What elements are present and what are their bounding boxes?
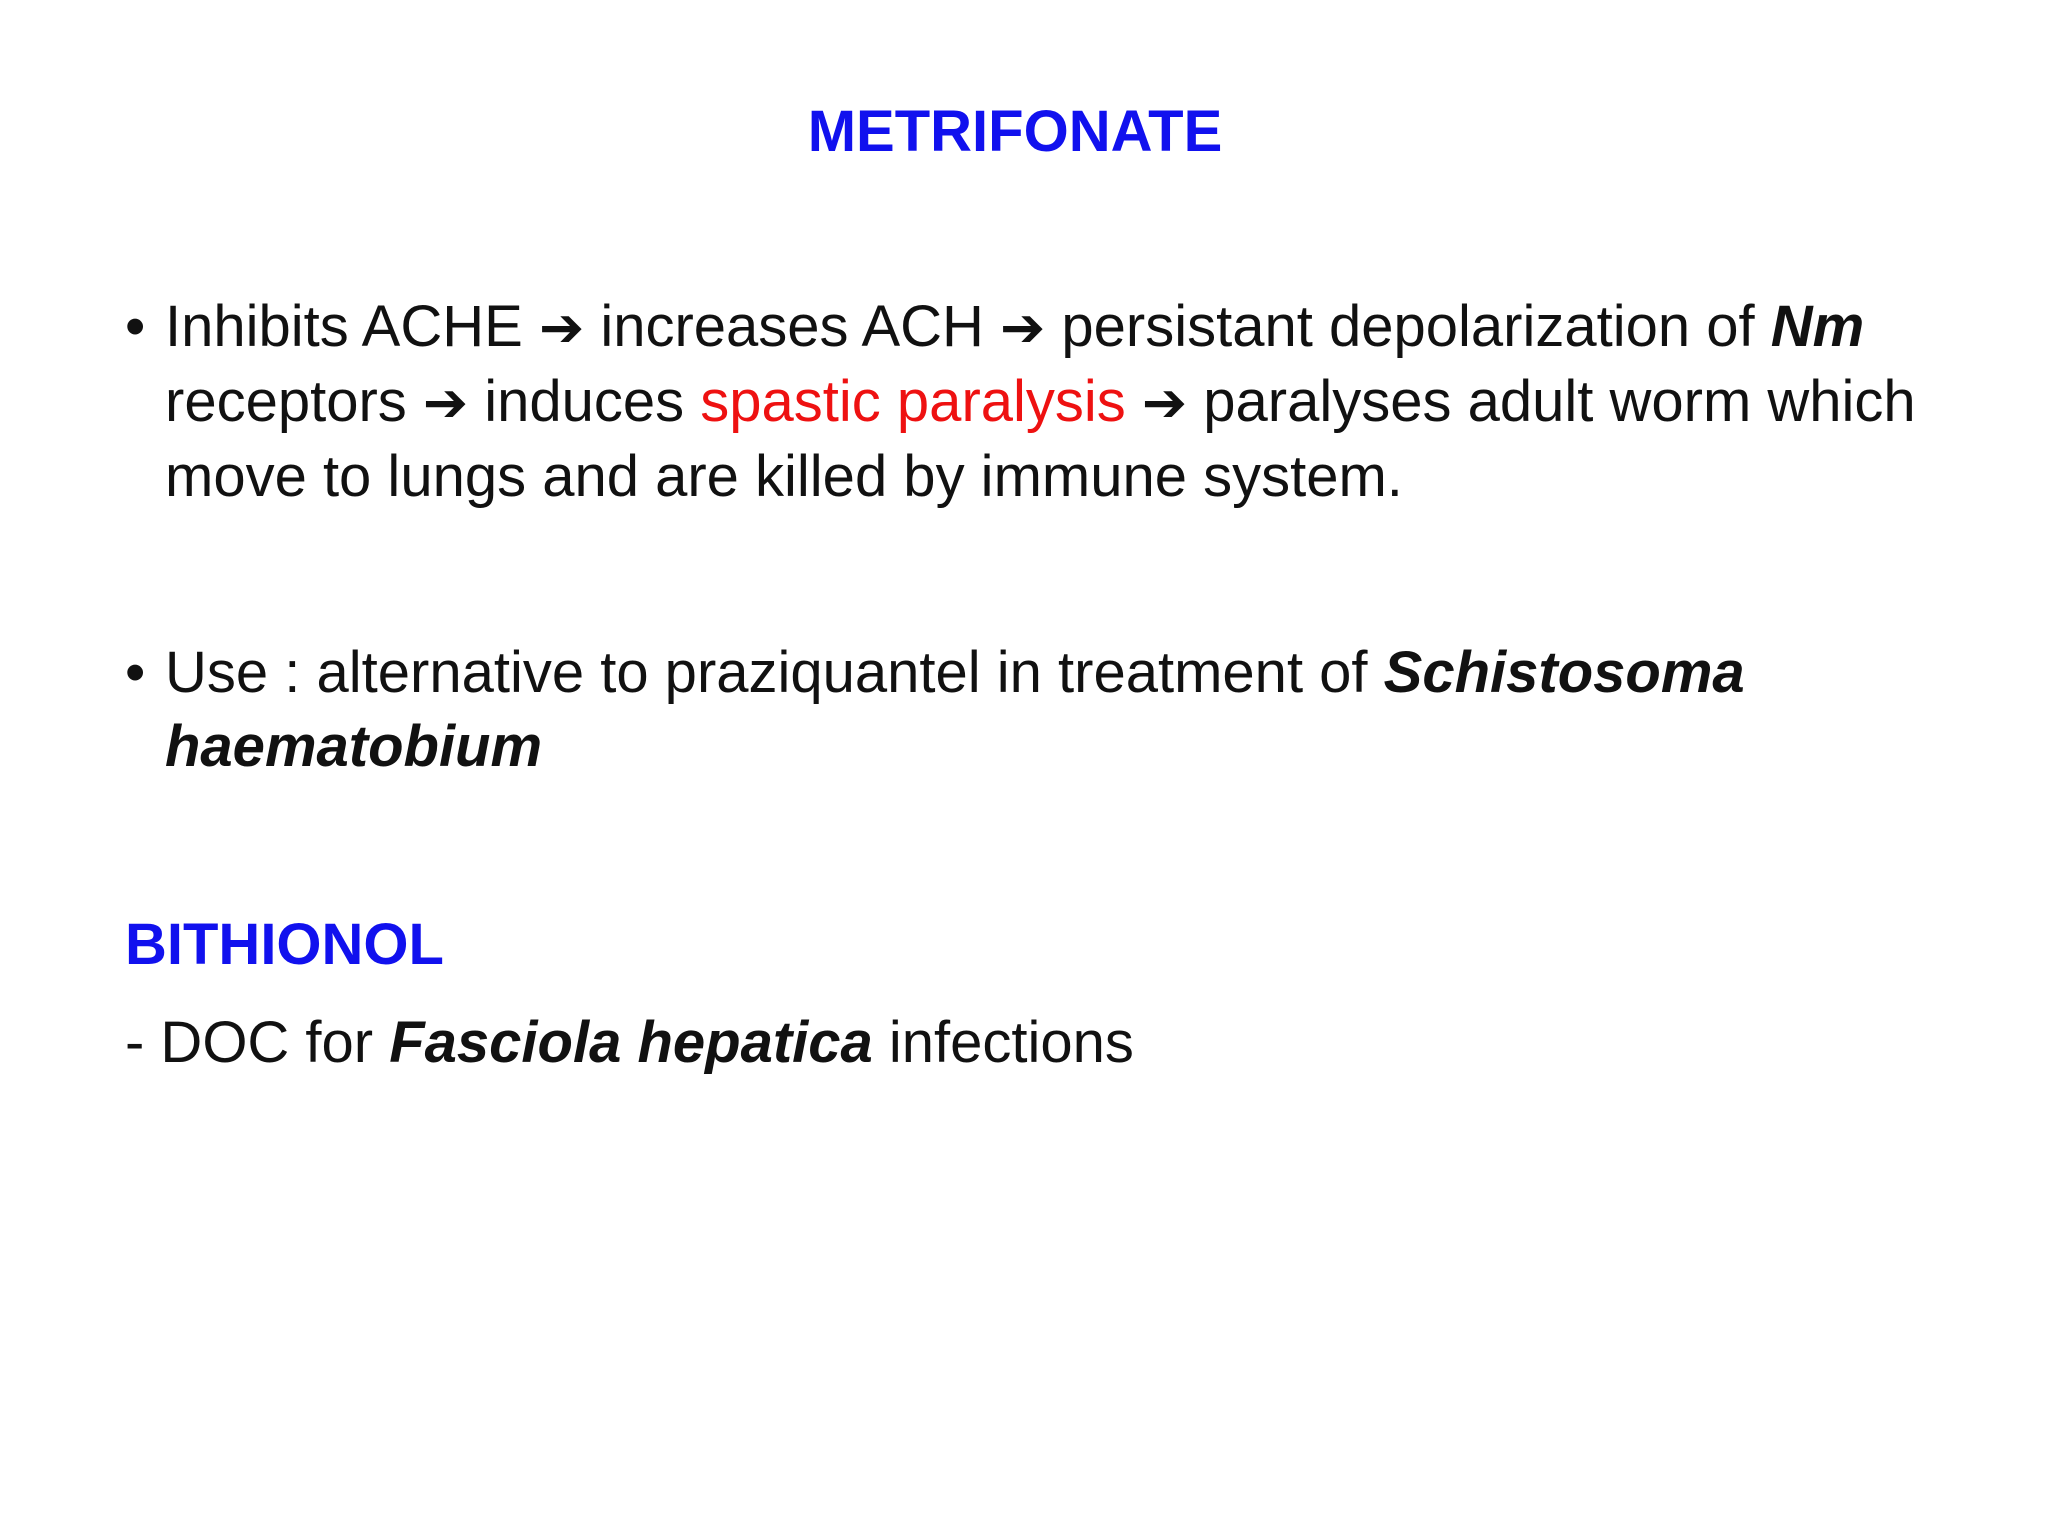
arrow-right-icon: ➔	[1141, 371, 1188, 434]
mechanism-text-3: persistant depolarization of	[1045, 294, 1771, 359]
slide-title: METRIFONATE	[807, 99, 1223, 164]
doc-prefix: - DOC for	[125, 1010, 390, 1075]
species-schistosoma: Schistosoma haematobium	[165, 640, 1745, 779]
mechanism-text-4: receptors	[165, 369, 423, 434]
mechanism-text-5: induces	[468, 369, 701, 434]
bullet-mechanism	[125, 290, 1945, 514]
doc-suffix: infections	[872, 1010, 1134, 1075]
nm-receptor-label: Nm	[1770, 294, 1865, 359]
use-text: Use : alternative to praziquantel in treatment of	[165, 640, 1384, 705]
arrow-right-icon: ➔	[422, 371, 469, 434]
arrow-right-icon: ➔	[1000, 296, 1046, 359]
mechanism-text-2: increases ACH	[584, 294, 1001, 359]
mechanism-text-1: Inhibits ACHE	[165, 294, 539, 359]
mechanism-text-6: paralyses adult worm which move to lungs and are killed by immune system.	[165, 369, 1916, 509]
spastic-paralysis-highlight: spastic paralysis	[700, 369, 1126, 434]
bullet-use	[125, 636, 1945, 784]
bullet-dot: •	[125, 640, 146, 705]
species-fasciola: Fasciola hepatica	[389, 1010, 873, 1075]
section-title-bithionol: BITHIONOL	[125, 912, 444, 977]
doc-line	[125, 1006, 1134, 1080]
arrow-right-icon: ➔	[538, 296, 585, 359]
bullet-dot: •	[125, 294, 146, 359]
